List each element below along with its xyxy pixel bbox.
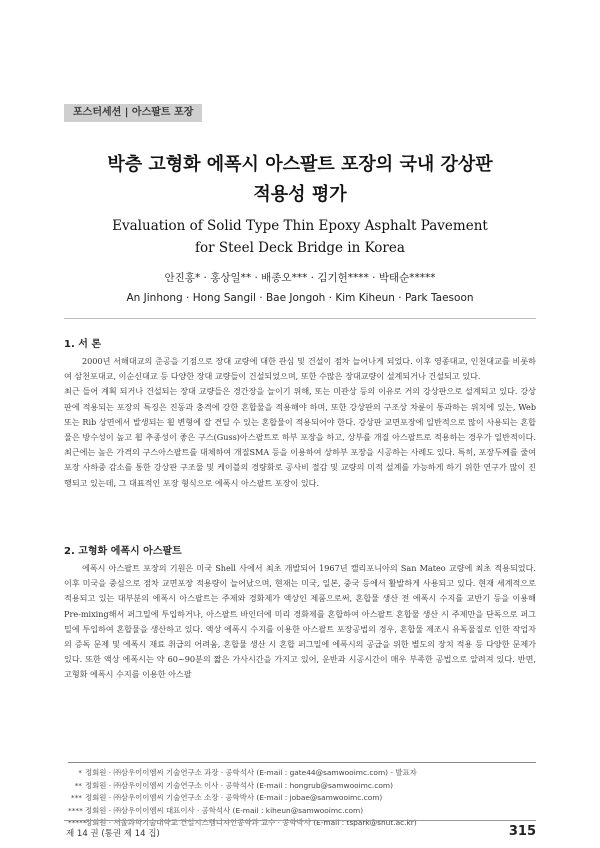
section-heading: 2. 고형화 에폭시 아스팔트 (64, 546, 182, 557)
page-number: 315 (508, 824, 536, 839)
footnote: **** 정회원 · ㈜삼우이이엠씨 대표이사 · 공학석사 (E-mail : kiheun@samwooimc.com) (68, 805, 364, 815)
title-divider (64, 318, 536, 319)
korean-title-line1: 박층 고형화 에폭시 아스팔트 포장의 국내 강상판 (107, 154, 493, 175)
english-title (0, 215, 600, 259)
korean-title-line2: 적용성 평가 (253, 184, 347, 205)
section-epoxy-asphalt (64, 542, 536, 683)
volume-info: 제 14 권 (통권 제 14 집) (66, 829, 160, 839)
session-tag: 포스터세션 | 아스팔트 포장 (64, 104, 202, 122)
english-title-line1: Evaluation of Solid Type Thin Epoxy Asphalt Pavement (112, 218, 488, 234)
section-heading: 1. 서 론 (64, 339, 102, 350)
paragraph: 2000년 서해대교의 준공을 기점으로 장대 교량에 대한 관심 및 건설이 점차 늘어나게 되었다. 이후 영종대교, 인천대교를 비롯하여 삼천포대교, 이순신대교 등 다양한 장대 교량들이 건설되었으며, 또한 수많은 장대교량이 설계되거나 건설되고 있다. (64, 356, 536, 382)
footnote: ** 정회원 · ㈜삼우이이엠씨 기술연구소 이사 · 공학석사 (E-mail : hongrub@samwooimc.com) (74, 780, 393, 790)
paragraph: 에폭시 아스팔트 포장의 기원은 미국 Shell 사에서 최초 개발되어 1967년 캘리포니아의 San Mateo 교량에 최초 적용되었다. 이후 미국을 중심으로 점차 교면포장 적용량이 늘어났으며, 현재는 미국, 일본, 중국 등에서 활발하게 사용되고 있다. 현재 세계적으로 적용되고 있는 대부분의 에폭시 아스팔트는 주제와 경화제가 액상인 제품으로써, 혼합물 생산 전 에폭시 수지를 교반기 등을 이용해 Pre-mixing해서 퍼그밀에 투입하거나, 아스팔트 바인더에 미리 경화제를 혼합하여 아스팔트 혼합물 생산 시 주제만을 단독으로 퍼그밀에 투입하여 혼합물을 생산하고 있다. 액상 에폭시 수지를 이용한 아스팔트 포장공법의 경우, 혼합물 제조시 유독물질로 인한 작업자의 증독 문제 및 에폭시 재료 취급의 어려움, 혼합물 생산 시 혼합 퍼그밀에 에폭시의 공급을 위한 별도의 장치 적용 등 다양한 문제가 있다. 또한 액상 에폭시는 약 60~90분의 짧은 가사시간을 가지고 있어, 운반과 시공시간이 매우 부족한 공법으로 알려져 있다. 반면, 고형화 에폭시 수지를 이용한 아스팔 (64, 563, 536, 680)
footnote: * 정회원 · ㈜삼우이이엠씨 기술연구소 과장 · 공학석사 (E-mail : gate44@samwooimc.com) - 발표자 (78, 768, 417, 777)
english-title-line2: for Steel Deck Bridge in Korea (195, 240, 405, 256)
korean-title (0, 150, 600, 210)
footnote: *** 정회원 · ㈜삼우이이엠씨 기술연구소 소장 · 공학박사 (E-mail : jobae@samwooimc.com) (70, 793, 383, 802)
section-introduction (64, 335, 536, 491)
authors-english: An Jinhong · Hong Sangil · Bae Jongoh · Kim Kiheun · Park Taesoon (126, 292, 474, 304)
paragraph: 최근 들어 계획 되거나 건설되는 장대 교량들은 경간장을 늘이기 위해, 또는 미관상 등의 이유로 거의 강상판으로 설계되고 있다. 강상판에 적용되는 포장의 특징은 진동과 충격에 강한 혼합물을 적용해야 하며, 또한 강상판의 구조상 차륜이 통과하는 위치에 있는, Web 또는 Rib 상면에서 발생되는 휨 변형에 잘 견딜 수 있는 혼합물이 적용되어야 한다. 강상판 교면포장에 일반적으로 많이 사용되는 혼합물은 방수성이 높고 휨 추종성이 좋은 구스(Guss)아스팔트로 하부 포장을 하고, 상부를 개질 아스팔트로 적용하는 경우가 일반적이다. 최근에는 높은 가격의 구스아스팔트를 대체하여 개질SMA 등을 이용하여 상하부 포장을 시공하는 사례도 있다. 특히, 포장두께를 줄여 포장 사하중 감소를 통한 강상판 구조물 및 케이블의 경량화로 공사비 절감 및 교량의 미적 설계를 가능하게 하기 위한 연구가 많이 진행되고 있는데, 그 대표적인 포장 형식으로 에폭시 아스팔트 포장이 있다. (64, 386, 537, 488)
authors-korean: 안진홍* · 홍상일** · 배종오*** · 김기헌**** · 박태순***** (164, 272, 436, 284)
page-footer (64, 820, 536, 841)
footnote: *****정회원 · 서울과학기술대학교 건설시스템디자인공학과 교수 · 공학박사 (E-mail : tspark@snut.ac.kr) (68, 818, 417, 827)
